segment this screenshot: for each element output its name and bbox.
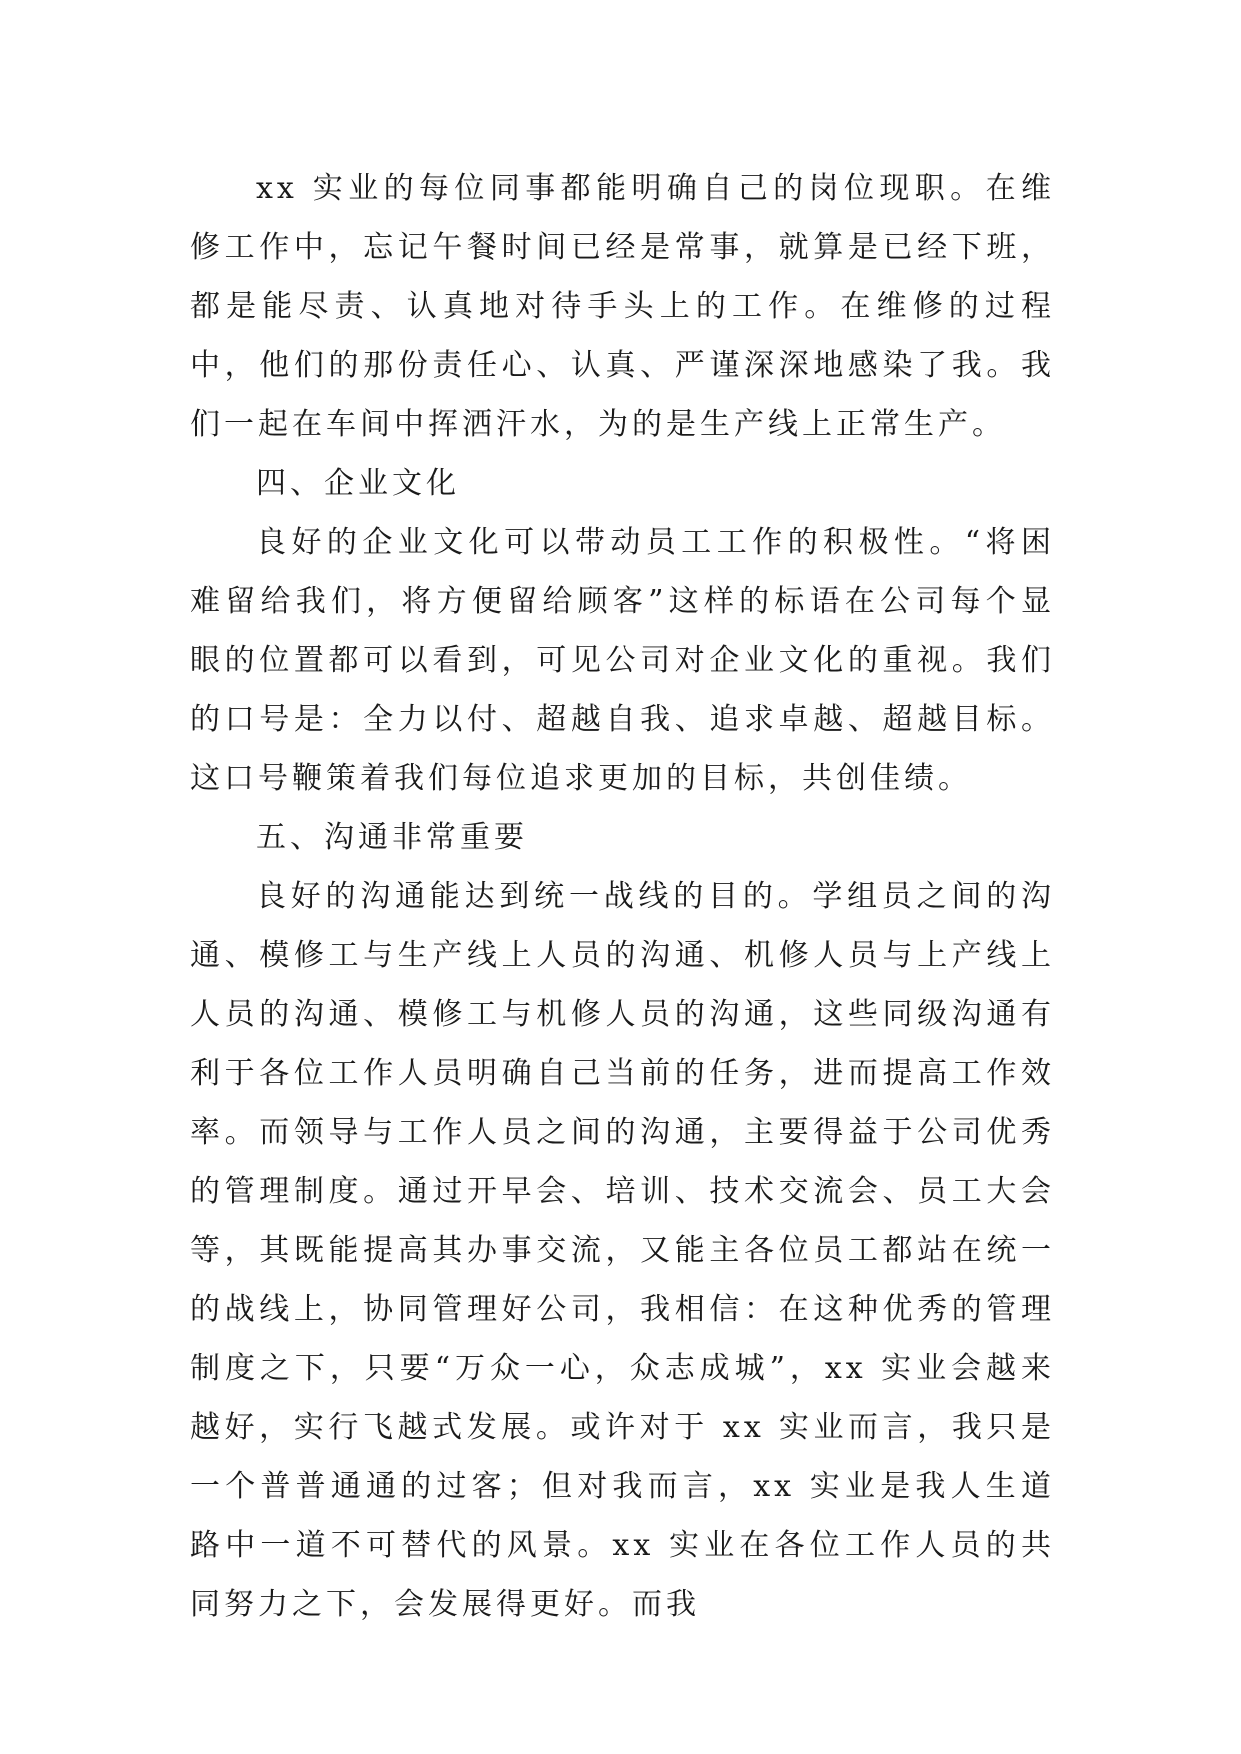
document-body	[190, 159, 1055, 1634]
section-heading-communication: 五、沟通非常重要	[256, 820, 528, 855]
paragraph-communication: 良好的沟通能达到统一战线的目的。学组员之间的沟通、模修工与生产线上人员的沟通、机修人员与上产线上人员的沟通、模修工与机修人员的沟通，这些同级沟通有利于各位工作人员明确自己当前的任务，进而提高工作效率。而领导与工作人员之间的沟通，主要得益于公司优秀的管理制度。通过开早会、培训、技术交流会、员工大会等，其既能提高其办事交流，又能主各位员工都站在统一的战线上，协同管理好公司，我相信：在这种优秀的管理制度之下，只要“万众一心，众志成城”，xx 实业会越来越好，实行飞越式发展。或许对于 xx 实业而言，我只是一个普普通通的过客；但对我而言，xx 实业是我人生道路中一道不可替代的风景。xx 实业在各位工作人员的共同努力之下，会发展得更好。而我	[190, 879, 1055, 1622]
section-heading-corporate-culture: 四、企业文化	[256, 466, 460, 501]
paragraph-corporate-culture: 良好的企业文化可以带动员工工作的积极性。“将困难留给我们，将方便留给顾客”这样的标语在公司每个显眼的位置都可以看到，可见公司对企业文化的重视。我们的口号是：全力以付、超越自我、追求卓越、超越目标。这口号鞭策着我们每位追求更加的目标，共创佳绩。	[190, 525, 1055, 796]
paragraph-responsibility: xx 实业的每位同事都能明确自己的岗位现职。在维修工作中，忘记午餐时间已经是常事，就算是已经下班，都是能尽责、认真地对待手头上的工作。在维修的过程中，他们的那份责任心、认真、严谨深深地感染了我。我们一起在车间中挥洒汗水，为的是生产线上正常生产。	[190, 171, 1055, 442]
